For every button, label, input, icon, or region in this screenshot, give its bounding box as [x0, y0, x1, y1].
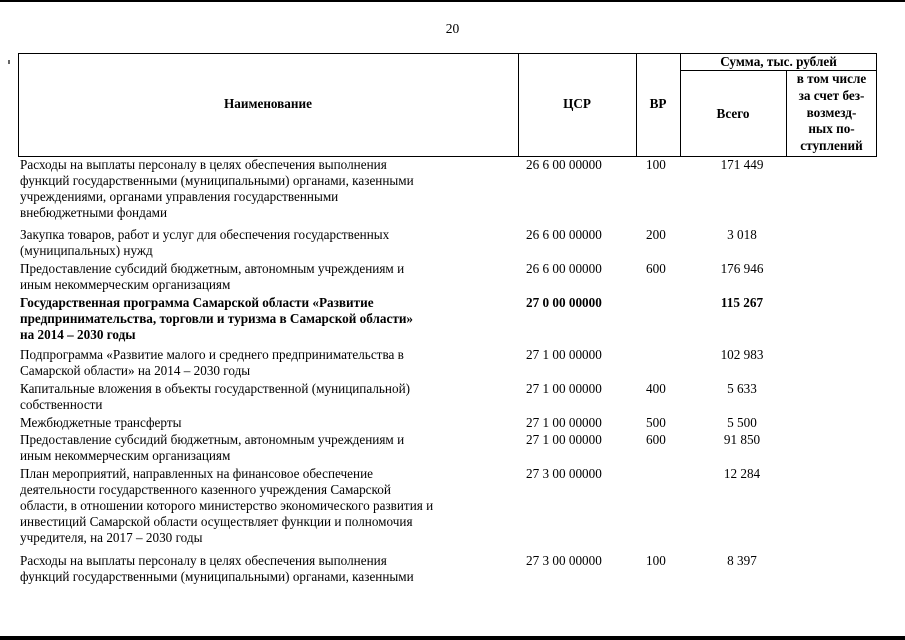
row-name — [20, 432, 520, 464]
row-total: 12 284 — [723, 466, 761, 481]
row-name — [20, 553, 520, 585]
row-csr: 26 6 00 00000 — [526, 157, 602, 172]
cell-text: иным некоммерческим организациям — [20, 277, 231, 292]
cell-text: учреждениями, органами управления государственными — [20, 189, 339, 204]
row-vr: 100 — [646, 553, 666, 568]
row-vr: 200 — [646, 227, 666, 242]
row-name — [20, 466, 520, 546]
row-csr: 27 0 00 00000 — [526, 295, 602, 310]
row-vr: 600 — [646, 261, 666, 276]
cell-text: Капитальные вложения в объекты государственной (муниципальной) — [20, 381, 411, 396]
header-sum: Сумма, тыс. рублей — [720, 54, 837, 69]
row-name — [20, 347, 520, 379]
row-csr: 27 1 00 00000 — [526, 432, 602, 447]
cell-text: Самарской области» на 2014 – 2030 годы — [20, 363, 251, 378]
cell-text: Предоставление субсидий бюджетным, автономным учреждениям и — [20, 261, 405, 276]
row-total: 3 018 — [727, 227, 757, 242]
cell-text: Закупка товаров, работ и услуг для обеспечения государственных — [20, 227, 390, 242]
row-csr: 27 1 00 00000 — [526, 415, 602, 430]
cell-text: Подпрограмма «Развитие малого и среднего предпринимательства в — [20, 347, 404, 362]
cell-text: на 2014 – 2030 годы — [20, 327, 136, 342]
header-csr: ЦСР — [563, 96, 591, 111]
cell-text: (муниципальных) нужд — [20, 243, 153, 258]
header-total: Всего — [716, 106, 750, 121]
cell-text: внебюджетными фондами — [20, 205, 168, 220]
row-vr: 500 — [646, 415, 666, 430]
header-vr: ВР — [649, 96, 667, 111]
row-total: 102 983 — [720, 347, 764, 362]
cell-text: за счет без- — [798, 87, 865, 103]
cell-text: учредителя, на 2017 – 2030 годы — [20, 530, 203, 545]
cell-text: Предоставление субсидий бюджетным, автономным учреждениям и — [20, 432, 405, 447]
row-vr: 100 — [646, 157, 666, 172]
row-name — [20, 415, 520, 431]
row-total: 176 946 — [720, 261, 764, 276]
cell-text: функций государственными (муниципальными) органами, казенными — [20, 173, 414, 188]
cell-text: предпринимательства, торговли и туризма в Самарской области» — [20, 311, 414, 326]
row-name — [20, 227, 520, 259]
row-total: 8 397 — [727, 553, 757, 568]
row-csr: 26 6 00 00000 — [526, 227, 602, 242]
cell-text: План мероприятий, направленных на финансовое обеспечение — [20, 466, 374, 481]
row-vr: 600 — [646, 432, 666, 447]
row-total: 115 267 — [720, 295, 764, 310]
cell-text: ступлений — [800, 138, 863, 154]
cell-text: ных по- — [808, 121, 855, 137]
row-total: 5 633 — [727, 381, 757, 396]
cell-text: Государственная программа Самарской области «Развитие — [20, 295, 374, 310]
row-csr: 27 3 00 00000 — [526, 553, 602, 568]
row-name — [20, 261, 520, 293]
cell-text: области, в отношении которого министерство экономического развития и — [20, 498, 434, 513]
row-total: 171 449 — [720, 157, 764, 172]
row-name — [20, 381, 520, 413]
cell-text: собственности — [20, 397, 103, 412]
row-total: 5 500 — [727, 415, 757, 430]
cell-text: иным некоммерческим организациям — [20, 448, 231, 463]
cell-text: в том числе — [796, 71, 867, 86]
row-name — [20, 157, 520, 221]
page-number: 20 — [445, 21, 460, 36]
row-total: 91 850 — [723, 432, 761, 447]
header-incl — [787, 71, 876, 155]
cell-text: инвестиций Самарской области осуществляет функции и полномочия — [20, 514, 413, 529]
header-name: Наименование — [224, 96, 312, 111]
cell-text: Расходы на выплаты персоналу в целях обеспечения выполнения — [20, 553, 387, 568]
row-name — [20, 295, 520, 343]
row-vr: 400 — [646, 381, 666, 396]
table-header — [18, 53, 877, 157]
cell-text: функций государственными (муниципальными) органами, казенными — [20, 569, 414, 584]
margin-mark — [8, 60, 10, 64]
bottom-rule — [0, 636, 905, 640]
cell-text: Расходы на выплаты персоналу в целях обеспечения выполнения — [20, 157, 387, 172]
row-csr: 27 1 00 00000 — [526, 347, 602, 362]
row-csr: 27 3 00 00000 — [526, 466, 602, 481]
cell-text: возмезд- — [806, 104, 857, 120]
top-rule — [0, 0, 905, 2]
row-csr: 26 6 00 00000 — [526, 261, 602, 276]
cell-text: деятельности государственного казенного учреждения Самарской — [20, 482, 391, 497]
cell-text: Межбюджетные трансферты — [20, 415, 182, 430]
row-csr: 27 1 00 00000 — [526, 381, 602, 396]
